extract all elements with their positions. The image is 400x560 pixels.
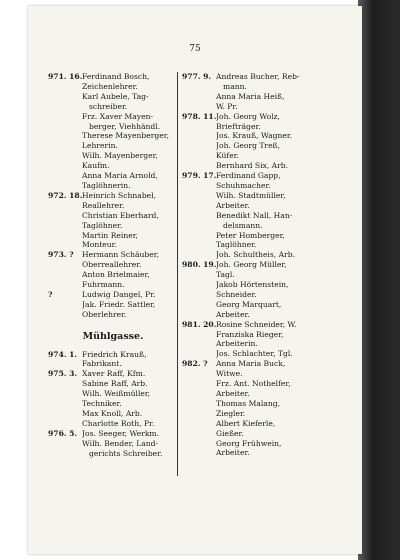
resident-line: Oberreallehrer. (82, 260, 142, 270)
resident-line: Witwe. (216, 369, 243, 379)
resident-line: Zeichenlehrer. (82, 81, 138, 91)
resident-line: Georg Frühwein, (216, 438, 282, 448)
resident-line: Friedrich Krauß, (82, 349, 147, 359)
left-entries-after-heading (48, 350, 178, 459)
resident-line: Andreas Bucher, Reb- (216, 72, 300, 81)
left-entries (48, 72, 178, 320)
address-entry (182, 359, 312, 458)
resident-line: Jakob Hörtenstein, (216, 280, 289, 290)
resident-line: Jak. Friedr. Sattler, (82, 299, 156, 309)
house-number: 980. 19. (182, 260, 217, 270)
address-entry (48, 429, 178, 459)
house-number: 974. 1. (48, 349, 78, 359)
resident-line: Frz. Ant. Nothelfer, (216, 379, 291, 389)
resident-line: Sabine Raff, Arb. (82, 379, 148, 389)
right-entries (182, 72, 312, 458)
resident-line: Monteur. (82, 240, 117, 250)
address-entry (48, 369, 178, 428)
resident-line: Anna Maria Buck, (216, 359, 286, 369)
book-page (28, 6, 362, 554)
house-number: 979. 17. (182, 171, 217, 181)
resident-line: Rosine Schneider, W. (216, 319, 297, 329)
address-entry (48, 250, 178, 290)
resident-line: Frz. Xaver Mayen- (82, 111, 154, 121)
resident-line: Ferdinand Gapp, (216, 171, 281, 181)
resident-line: W. Pr. (216, 101, 238, 111)
house-number: 978. 11. (182, 111, 217, 121)
resident-line: Albert Kieferle, (216, 418, 276, 428)
resident-line: Anton Brielmaier, (82, 270, 150, 280)
left-column (48, 72, 178, 459)
resident-line: Jos. Krauß, Wagner. (216, 131, 293, 141)
resident-line: Joh. Georg Müller, (216, 260, 287, 270)
house-number: 972. 18. (48, 190, 83, 200)
resident-line: Arbeiter. (216, 389, 250, 398)
resident-line: Christian Eberhard, (82, 210, 159, 220)
resident-line: Peter Homberger, (216, 230, 285, 240)
resident-line: Taglöhner. (216, 240, 257, 250)
house-number: 976. 5. (48, 428, 78, 438)
resident-line: delsmann. (223, 220, 263, 230)
resident-line: mann. (223, 81, 247, 91)
resident-line: Karl Aubele, Tag- (82, 91, 149, 101)
resident-line: Tagl. (216, 270, 235, 280)
resident-line: Jos. Seeger, Werkm. (82, 428, 160, 438)
resident-line: Max Knoll, Arb. (82, 409, 143, 418)
address-entry (182, 171, 312, 260)
address-entry (48, 72, 178, 191)
resident-line: Lehrerin. (82, 141, 118, 151)
street-heading: Mühlgasse. (82, 330, 144, 342)
resident-line: Fuhrmann. (82, 280, 125, 290)
resident-line: Franziska Rieger, (216, 329, 284, 339)
resident-line: Ludwig Dangel, Pr. (82, 289, 156, 299)
resident-line: Arbeiterin. (216, 339, 258, 349)
resident-line: Georg Marquart, (216, 299, 282, 309)
resident-line: Kaufm. (82, 161, 110, 171)
resident-line: Reallehrer. (82, 200, 125, 210)
resident-line: Ziegler. (216, 408, 246, 418)
resident-line: Arbeiter. (216, 448, 250, 458)
resident-line: Benedikt Nall, Han- (216, 210, 293, 220)
resident-line: Wilh. Mayenberger, (82, 151, 158, 161)
house-number: 977. 9. (182, 72, 212, 81)
resident-line: Charlotte Roth, Pr. (82, 418, 155, 428)
address-entry (48, 290, 178, 320)
address-entry (182, 320, 312, 360)
page-number: 75 (189, 44, 201, 54)
resident-line: Anna Maria Arnold, (82, 171, 158, 181)
resident-line: Wilh. Weißmüller, (82, 389, 151, 399)
house-number: 981. 20. (182, 319, 217, 329)
resident-line: Küfer. (216, 151, 239, 161)
resident-line: Hermann Schäuber, (82, 250, 159, 260)
resident-line: Taglöhnerin. (82, 180, 131, 190)
resident-line: Schuhmacher. (216, 180, 271, 190)
address-entry (48, 191, 178, 250)
resident-line: Xaver Raff, Kfm. (82, 369, 146, 379)
resident-line: Gießer. (216, 428, 244, 438)
right-column (182, 72, 312, 458)
address-entry (182, 72, 312, 112)
house-number: 975. 3. (48, 369, 78, 379)
resident-line: Joh. Georg Wolz, (216, 111, 281, 121)
resident-line: berger, Viehhändl. (89, 121, 161, 131)
resident-line: Schneider. (216, 289, 257, 299)
address-entry (182, 112, 312, 171)
resident-line: schreiber. (89, 101, 128, 111)
resident-line: Anna Maria Heiß, (216, 91, 285, 101)
resident-line: Joh. Georg Treß, (216, 141, 281, 151)
resident-line: Techniker. (82, 399, 122, 409)
resident-line: Martin Reiner, (82, 230, 138, 240)
resident-line: Ferdinand Bosch, (82, 72, 150, 81)
resident-line: Therese Mayenberger, (82, 131, 169, 141)
resident-line: Joh. Schultheis, Arb. (216, 250, 295, 260)
resident-line: Arbeiter. (216, 309, 250, 319)
house-number: ? (48, 289, 53, 299)
address-entry (182, 260, 312, 319)
house-number: 973. ? (48, 250, 74, 260)
resident-line: Wilh. Stadtmüller, (216, 190, 286, 200)
resident-line: Fabrikant. (82, 359, 122, 369)
resident-line: Jos. Schlachter, Tgl. (216, 349, 293, 359)
resident-line: Wilh. Bender, Land- (82, 438, 159, 448)
resident-line: Briefträger. (216, 121, 261, 131)
house-number: 982. ? (182, 359, 208, 369)
resident-line: Bernhard Six, Arb. (216, 161, 289, 171)
resident-line: Arbeiter. (216, 200, 250, 210)
resident-line: Thomas Malang, (216, 398, 280, 408)
resident-line: gerichts Schreiber. (89, 448, 163, 458)
resident-line: Taglöhner. (82, 220, 123, 230)
book-binding (358, 0, 400, 560)
resident-line: Oberlehrer. (82, 309, 127, 319)
house-number: 971. 16. (48, 72, 83, 81)
resident-line: Heinrich Schnabel, (82, 190, 157, 200)
address-entry (48, 350, 178, 370)
